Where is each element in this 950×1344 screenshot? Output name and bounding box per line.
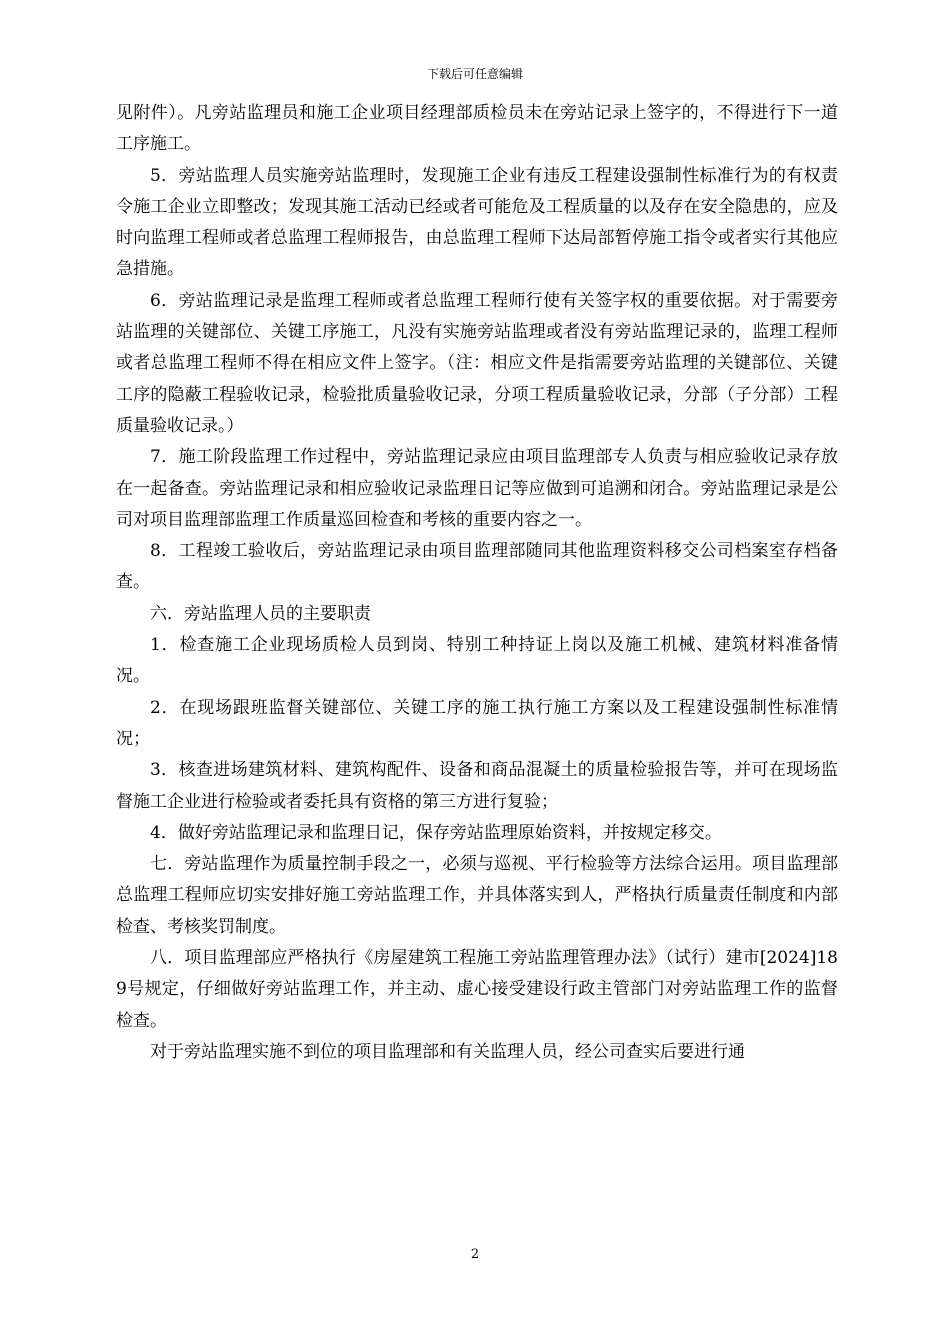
- paragraph-11: 七．旁站监理作为质量控制手段之一，必须与巡视、平行检验等方法综合运用。项目监理部总监理工程师应切实安排好施工旁站监理工作，并具体落实到人，严格执行质量责任制度和内部检查、考核奖罚制度。: [116, 854, 838, 937]
- paragraph-3: 6．旁站监理记录是监理工程师或者总监理工程师行使有关签字权的重要依据。对于需要旁站监理的关键部位、关键工序施工，凡没有实施旁站监理或者没有旁站监理记录的，监理工程师或者总监理工程师不得在相应文件上签字。（注：相应文件是指需要旁站监理的关键部位、关键工序的隐蔽工程验收记录，检验批质量验收记录，分项工程质量验收记录，分部（子分部）工程质量验收记录。）: [116, 290, 838, 436]
- paragraph-5: 8．工程竣工验收后，旁站监理记录由项目监理部随同其他监理资料移交公司档案室存档备查。: [116, 541, 838, 593]
- paragraph-1: 见附件）。凡旁站监理员和施工企业项目经理部质检员未在旁站记录上签字的，不得进行下一道工序施工。: [116, 103, 838, 155]
- paragraph-4: 7．施工阶段监理工作过程中，旁站监理记录应由项目监理部专人负责与相应验收记录存放在一起备查。旁站监理记录和相应验收记录监理日记等应做到可追溯和闭合。旁站监理记录是公司对项目监理部监理工作质量巡回检查和考核的重要内容之一。: [116, 447, 838, 530]
- paragraph-7: 1．检查施工企业现场质检人员到岗、特别工种持证上岗以及施工机械、建筑材料准备情况。: [116, 635, 838, 687]
- paragraph-2: 5．旁站监理人员实施旁站监理时，发现施工企业有违反工程建设强制性标准行为的有权责令施工企业立即整改；发现其施工活动已经或者可能危及工程质量的以及存在安全隐患的，应及时向监理工程师或者总监理工程师报告，由总监理工程师下达局部暂停施工指令或者实行其他应急措施。: [116, 165, 838, 280]
- paragraph-8: 2．在现场跟班监督关键部位、关键工序的施工执行施工方案以及工程建设强制性标准情况；: [116, 697, 838, 749]
- page-header: 下载后可任意编辑: [426, 67, 523, 81]
- paragraph-13: 对于旁站监理实施不到位的项目监理部和有关监理人员，经公司查实后要进行通: [150, 1041, 745, 1062]
- paragraph-12: 八．项目监理部应严格执行《房屋建筑工程施工旁站监理管理办法》（试行）建市[2024]189号规定，仔细做好旁站监理工作，并主动、虚心接受建设行政主管部门对旁站监理工作的监督检查。: [116, 948, 838, 1031]
- paragraph-9: 3．核查进场建筑材料、建筑构配件、设备和商品混凝土的质量检验报告等，并可在现场监督施工企业进行检验或者委托具有资格的第三方进行复验；: [116, 760, 838, 812]
- document-body: [116, 98, 838, 1068]
- section-heading-6: 六．旁站监理人员的主要职责: [150, 603, 371, 624]
- paragraph-10: 4．做好旁站监理记录和监理日记，保存旁站监理原始资料，并按规定移交。: [150, 822, 722, 843]
- page-number: 2: [470, 1247, 480, 1262]
